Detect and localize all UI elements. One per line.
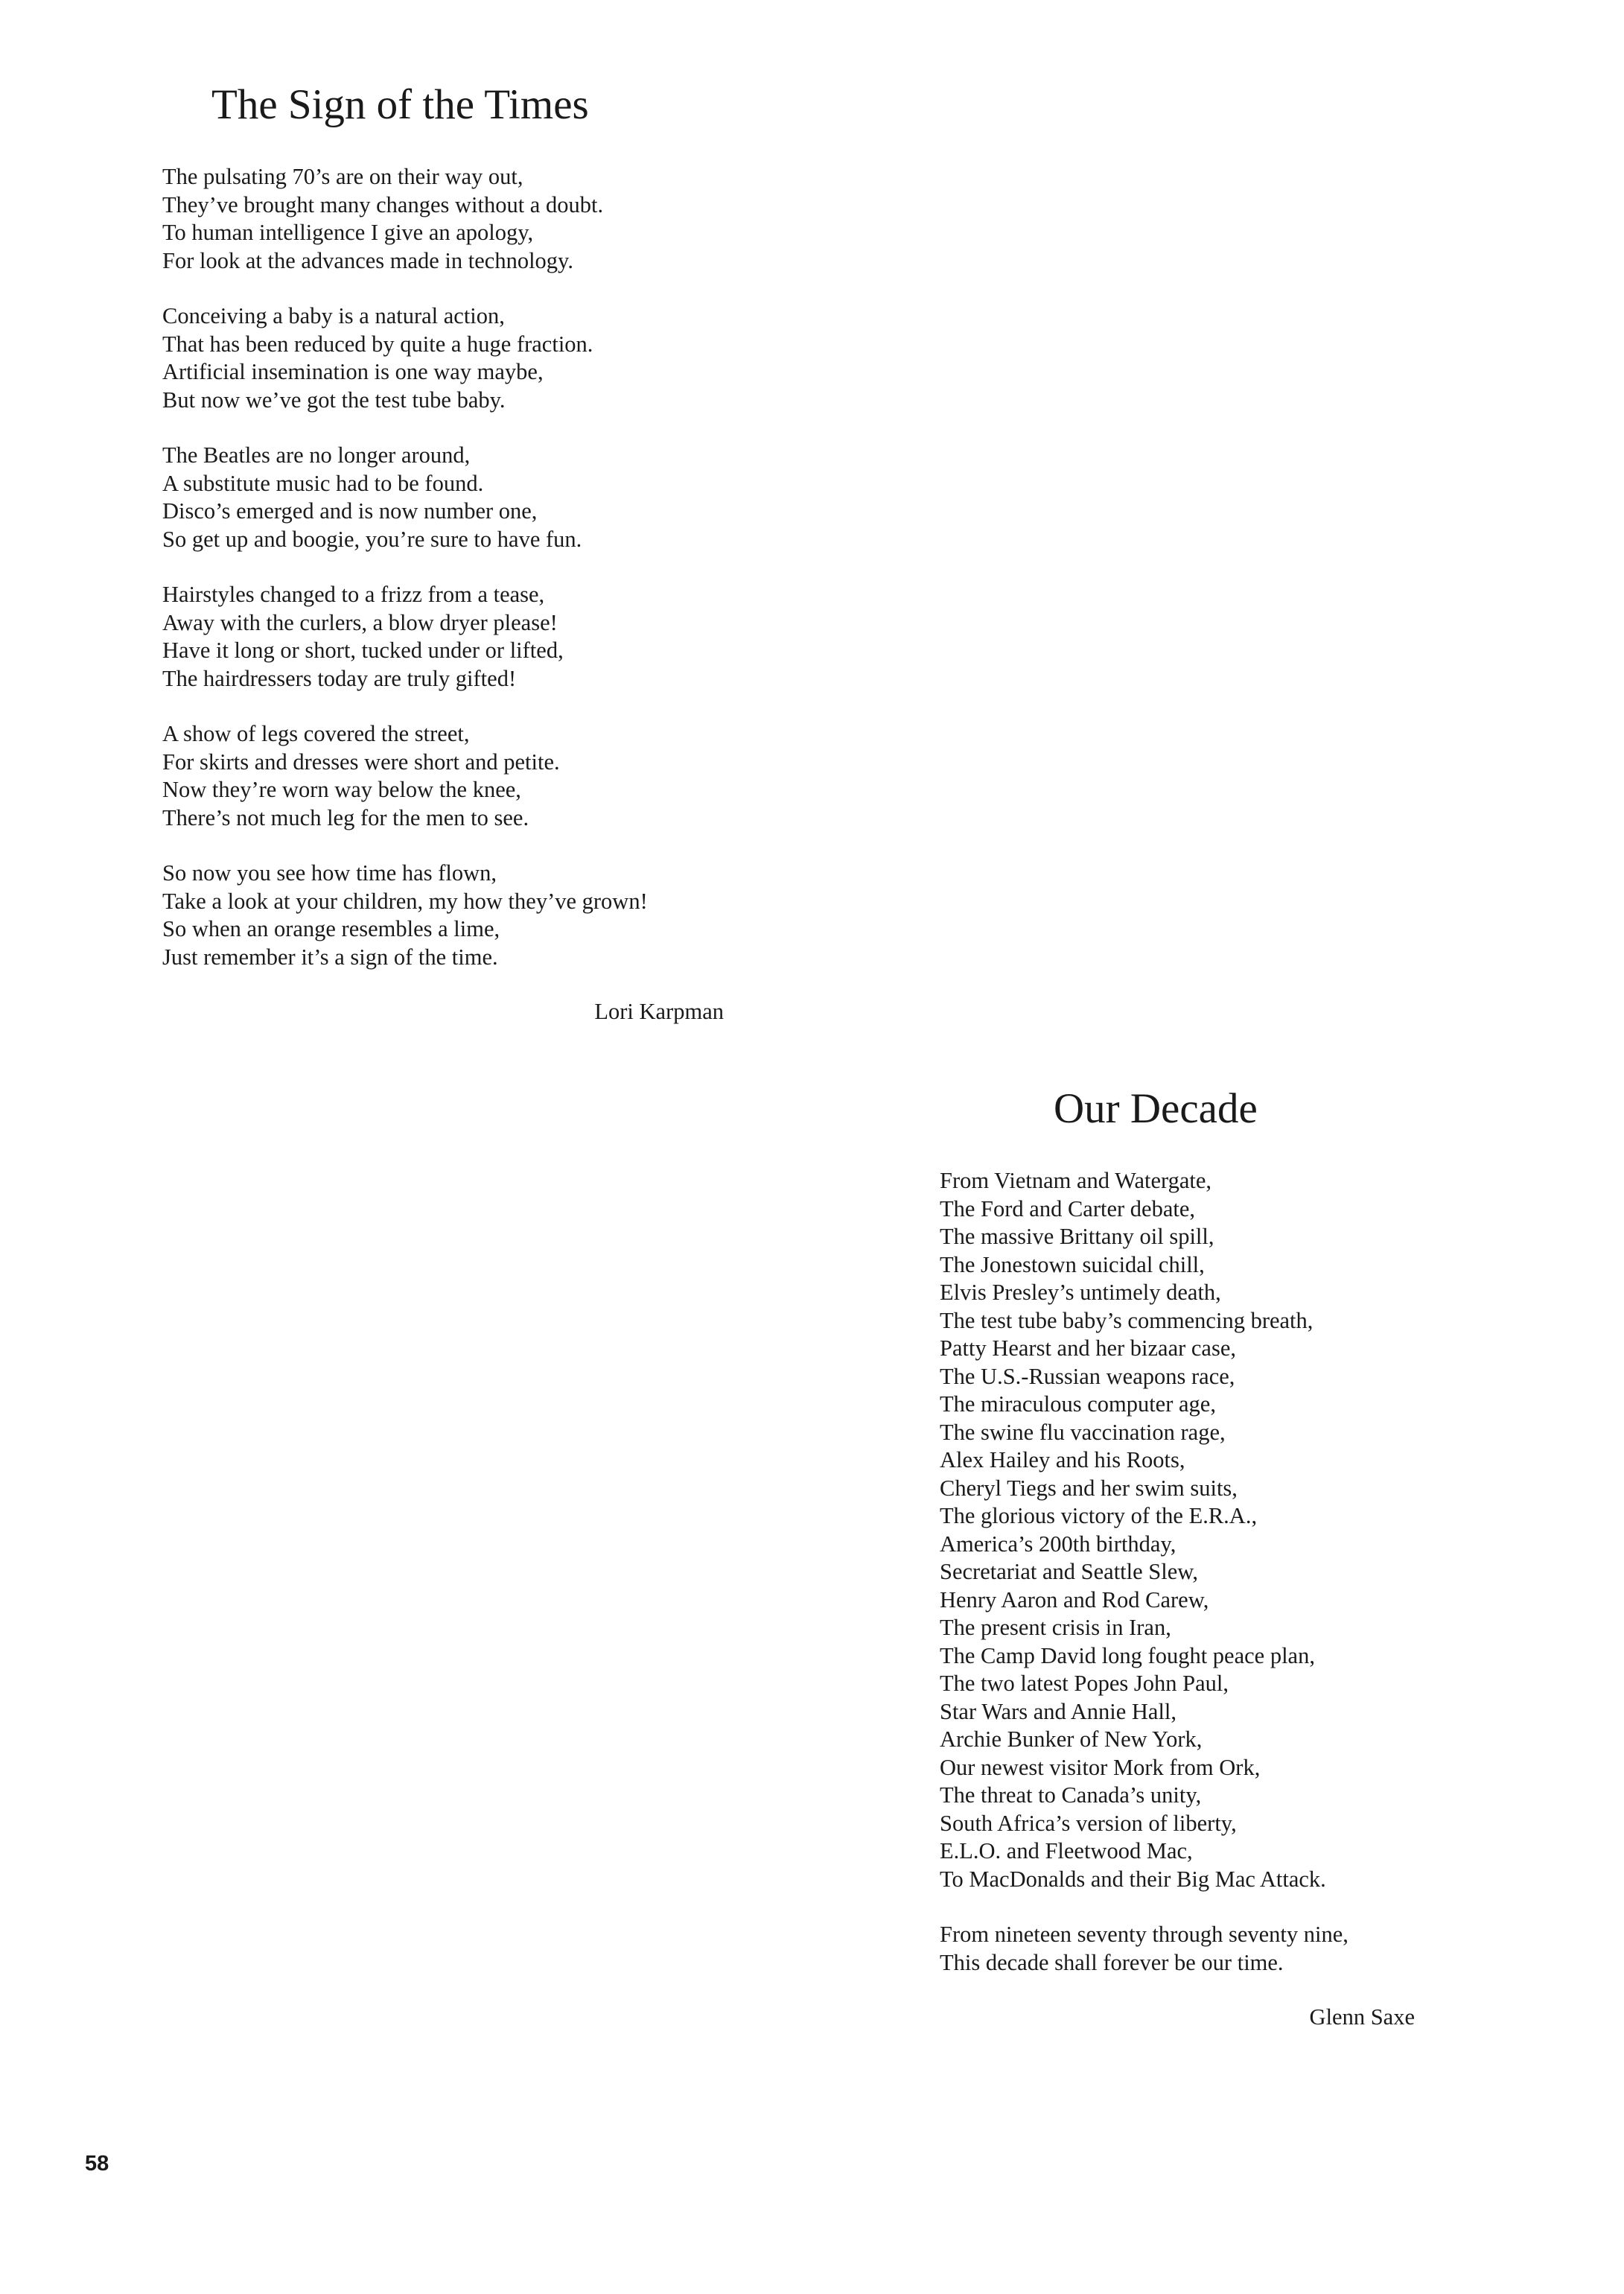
poem-line: This decade shall forever be our time. xyxy=(940,1949,1284,1975)
poem-line: E.L.O. and Fleetwood Mac, xyxy=(940,1838,1193,1864)
poem-line: Henry Aaron and Rod Carew, xyxy=(940,1586,1209,1613)
stanza xyxy=(162,442,758,553)
stanza xyxy=(162,720,758,832)
poem-body xyxy=(940,1167,1476,1977)
poem-line: The glorious victory of the E.R.A., xyxy=(940,1503,1258,1528)
stanza xyxy=(162,163,758,275)
stanza xyxy=(162,860,758,971)
poem-line: Take a look at your children, my how they’ve grown! xyxy=(162,888,648,914)
poem-line: Now they’re worn way below the knee, xyxy=(162,777,521,802)
poem-sign-of-the-times xyxy=(162,83,758,1026)
poem-line: The Camp David long fought peace plan, xyxy=(940,1642,1315,1668)
poem-line: The Ford and Carter debate, xyxy=(940,1195,1195,1221)
poem-line: So now you see how time has flown, xyxy=(162,860,497,886)
poem-line: The test tube baby’s commencing breath, xyxy=(940,1307,1313,1333)
poem-line: The pulsating 70’s are on their way out, xyxy=(162,164,523,189)
poem-line: Star Wars and Annie Hall, xyxy=(940,1698,1177,1724)
stanza xyxy=(162,581,758,693)
poem-author: Lori Karpman xyxy=(594,999,724,1024)
poem-line: Just remember it’s a sign of the time. xyxy=(162,944,498,970)
poem-line: The Beatles are no longer around, xyxy=(162,442,471,468)
poem-line: The massive Brittany oil spill, xyxy=(940,1224,1214,1249)
poem-line: For look at the advances made in technology. xyxy=(162,247,573,273)
poem-line: The present crisis in Iran, xyxy=(940,1615,1171,1640)
poem-our-decade xyxy=(940,1087,1476,2032)
poem-line: Elvis Presley’s untimely death, xyxy=(940,1280,1221,1305)
poem-line: Conceiving a baby is a natural action, xyxy=(162,303,505,328)
poem-line: A substitute music had to be found. xyxy=(162,470,484,496)
poem-line: South Africa’s version of liberty, xyxy=(940,1810,1237,1836)
poem-line: America’s 200th birthday, xyxy=(940,1531,1176,1557)
poem-line: They’ve brought many changes without a doubt. xyxy=(162,191,604,217)
poem-line: Hairstyles changed to a frizz from a tease, xyxy=(162,582,545,607)
poem-line: A show of legs covered the street, xyxy=(162,721,470,746)
poem-author: Glenn Saxe xyxy=(1309,2004,1415,2030)
poem-line: There’s not much leg for the men to see. xyxy=(162,804,529,830)
poem-line: But now we’ve got the test tube baby. xyxy=(162,387,506,413)
poem-line: That has been reduced by quite a huge fraction. xyxy=(162,331,593,357)
poem-line: Patty Hearst and her bizaar case, xyxy=(940,1335,1237,1361)
stanza xyxy=(940,1921,1476,1977)
poem-line: For skirts and dresses were short and petite. xyxy=(162,749,560,775)
poem-line: From Vietnam and Watergate, xyxy=(940,1168,1212,1193)
poem-line: Disco’s emerged and is now number one, xyxy=(162,498,538,524)
poem-line: Artificial insemination is one way maybe, xyxy=(162,359,544,384)
poem-line: The miraculous computer age, xyxy=(940,1391,1216,1417)
poem-line: Alex Hailey and his Roots, xyxy=(940,1447,1185,1472)
poem-line: Archie Bunker of New York, xyxy=(940,1726,1203,1752)
poem-line: The two latest Popes John Paul, xyxy=(940,1671,1229,1696)
poem-line: Our newest visitor Mork from Ork, xyxy=(940,1754,1261,1780)
poem-line: The U.S.-Russian weapons race, xyxy=(940,1363,1235,1389)
poem-body xyxy=(162,163,758,971)
poem-line: So get up and boogie, you’re sure to have fun. xyxy=(162,526,582,552)
poem-line: To MacDonalds and their Big Mac Attack. xyxy=(940,1866,1326,1892)
poem-line: Away with the curlers, a blow dryer please! xyxy=(162,609,558,635)
stanza xyxy=(940,1167,1476,1893)
poem-line: The hairdressers today are truly gifted! xyxy=(162,665,517,691)
poem-line: So when an orange resembles a lime, xyxy=(162,916,500,941)
poem-line: The threat to Canada’s unity, xyxy=(940,1782,1202,1808)
stanza xyxy=(162,302,758,414)
poem-line: Cheryl Tiegs and her swim suits, xyxy=(940,1475,1238,1501)
page-number: 58 xyxy=(85,2152,109,2176)
poem-title: The Sign of the Times xyxy=(211,81,589,128)
poem-line: To human intelligence I give an apology, xyxy=(162,220,534,245)
poem-line: The Jonestown suicidal chill, xyxy=(940,1251,1205,1277)
poem-line: The swine flu vaccination rage, xyxy=(940,1419,1226,1445)
poem-line: Have it long or short, tucked under or lifted, xyxy=(162,638,564,663)
poem-line: From nineteen seventy through seventy nine, xyxy=(940,1922,1348,1947)
poem-title: Our Decade xyxy=(1054,1085,1258,1132)
poem-line: Secretariat and Seattle Slew, xyxy=(940,1559,1198,1584)
